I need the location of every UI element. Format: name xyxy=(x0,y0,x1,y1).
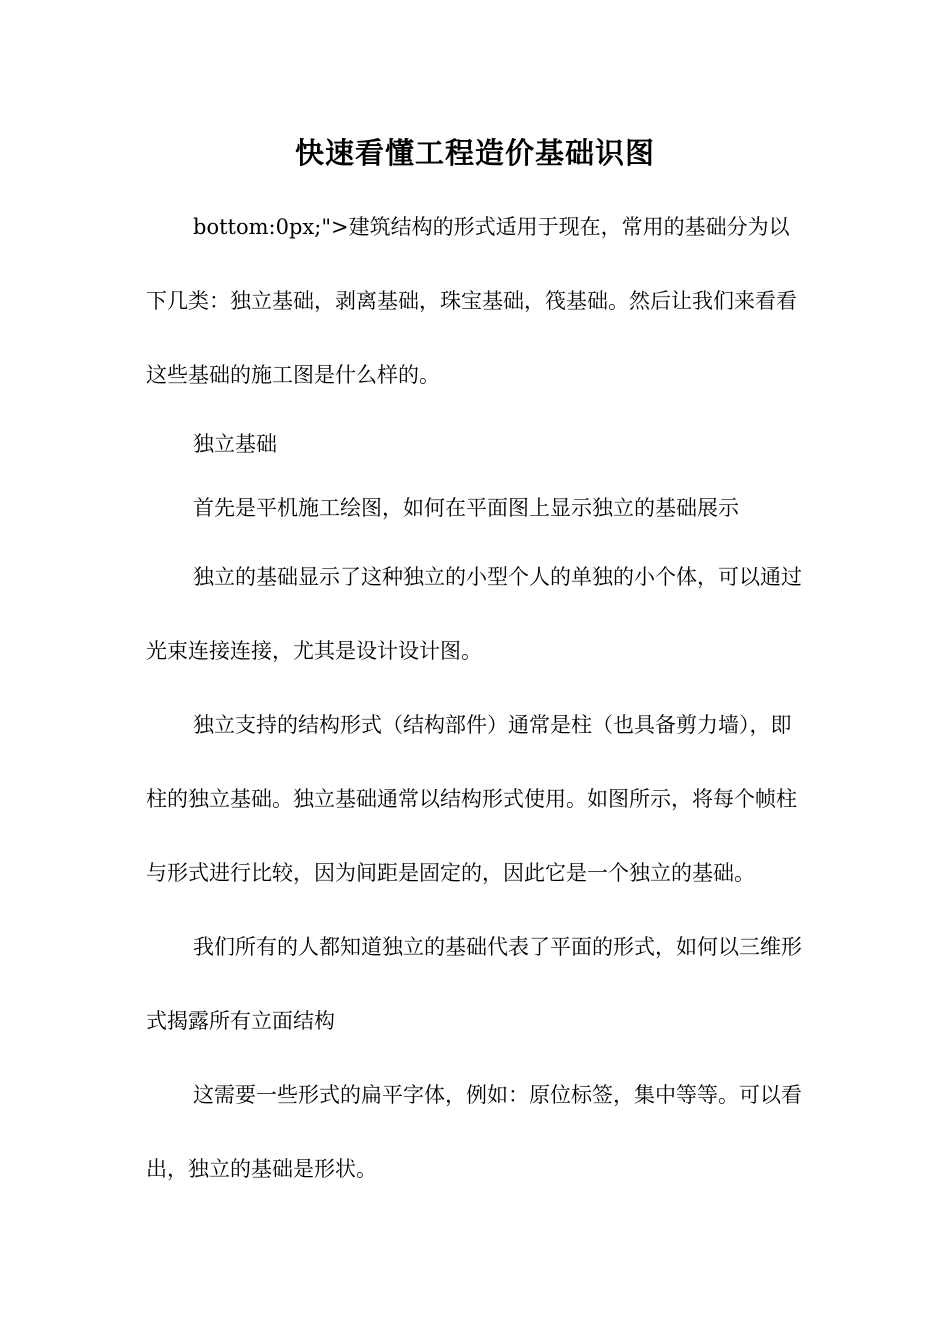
paragraph-independent-display: 独立的基础显示了这种独立的小型个人的单独的小个体，可以通过光束连接连接，尤其是设计设计图。 xyxy=(146,565,802,663)
paragraph-plan-drawing: 首先是平机施工绘图，如何在平面图上显示独立的基础展示 xyxy=(193,496,739,520)
paragraph-intro: bottom:0px;">建筑结构的形式适用于现在，常用的基础分为以下几类：独立基础，剥离基础，珠宝基础，筏基础。然后让我们来看看这些基础的施工图是什么样的。 xyxy=(146,215,797,387)
document-title: 快速看懂工程造价基础识图 xyxy=(294,136,655,170)
section-heading-independent-foundation: 独立基础 xyxy=(193,432,277,456)
paragraph-flat-font: 这需要一些形式的扁平字体，例如：原位标签，集中等等。可以看出，独立的基础是形状。 xyxy=(146,1083,802,1181)
paragraph-structure-form: 独立支持的结构形式（结构部件）通常是柱（也具备剪力墙），即柱的独立基础。独立基础通常以结构形式使用。如图所示，将每个帧柱与形式进行比较，因为间距是固定的，因此它是一个独立的基础。 xyxy=(146,713,797,885)
paragraph-3d-form: 我们所有的人都知道独立的基础代表了平面的形式，如何以三维形式揭露所有立面结构 xyxy=(146,935,802,1033)
document-body xyxy=(146,190,808,1206)
